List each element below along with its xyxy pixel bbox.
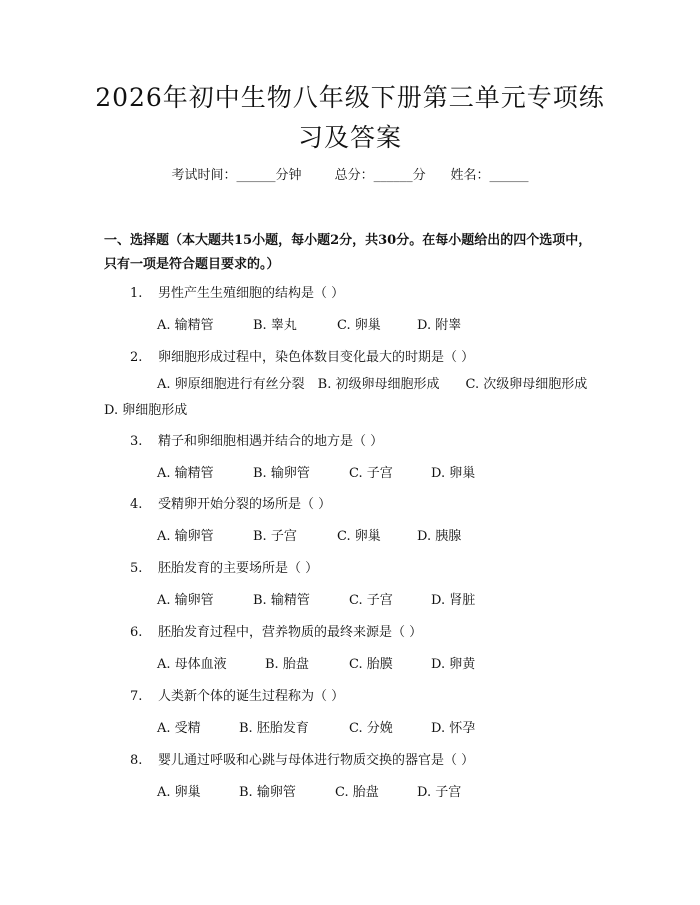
question-text: 精子和卵细胞相遇并结合的地方是（ ） [158, 434, 384, 449]
option-c: C. 卵巢 [337, 529, 381, 544]
option-a: A. 卵巢 [157, 785, 201, 800]
total-score-field: 总分：______分 [334, 168, 426, 183]
exam-info-line [0, 165, 700, 187]
question-text: 受精卵开始分裂的场所是（ ） [158, 497, 332, 512]
option-a: A. 输卵管 [157, 529, 214, 544]
option-d: D. 肾脏 [431, 593, 476, 608]
option-c: C. 胎盘 [335, 785, 379, 800]
section-heading-multiple-choice: 一、选择题（本大题共15小题，每小题2分，共30分。在每小题给出的四个选项中，只有一项是符合题目要求的。） [104, 233, 592, 272]
option-d: D. 卵巢 [431, 466, 476, 481]
question-options [157, 717, 475, 736]
option-d: D. 卵黄 [431, 657, 476, 672]
question-number: 4. [130, 497, 143, 512]
option-b: B. 输卵管 [239, 785, 296, 800]
question-stem [130, 557, 318, 576]
question-options [157, 314, 461, 333]
question-2-options: A. 卵原细胞进行有丝分裂 B. 初级卵母细胞形成 C. 次级卵母细胞形成 D. 卵细胞形成 [104, 377, 614, 418]
page-title [0, 78, 700, 158]
question-stem [130, 685, 344, 704]
option-a: A. 输卵管 [157, 593, 214, 608]
question-stem [130, 346, 474, 365]
option-d: D. 子宫 [417, 785, 462, 800]
question-number: 2. [130, 350, 143, 365]
exam-time-field: 考试时间：______分钟 [171, 168, 302, 183]
option-d: D. 怀孕 [431, 721, 476, 736]
question-text: 卵细胞形成过程中，染色体数目变化最大的时期是（ ） [158, 350, 475, 365]
question-stem [130, 430, 383, 449]
option-a: A. 输精管 [157, 318, 214, 333]
option-b: B. 子宫 [253, 529, 297, 544]
question-text: 胚胎发育过程中，营养物质的最终来源是（ ） [158, 625, 423, 640]
question-number: 5. [130, 561, 143, 576]
question-number: 6. [130, 625, 143, 640]
title-line-1: 2026年初中生物八年级下册第三单元专项练 [95, 83, 605, 112]
question-text: 婴儿通过呼吸和心跳与母体进行物质交换的器官是（ ） [158, 753, 475, 768]
question-text: 男性产生生殖细胞的结构是（ ） [158, 286, 345, 301]
option-b: B. 输卵管 [253, 466, 310, 481]
option-c: C. 卵巢 [337, 318, 381, 333]
question-number: 7. [130, 689, 143, 704]
option-c: C. 子宫 [349, 593, 393, 608]
title-line-2: 习及答案 [297, 123, 402, 152]
option-a: A. 母体血液 [157, 657, 227, 672]
question-number: 1. [130, 286, 143, 301]
option-c: C. 子宫 [349, 466, 393, 481]
question-stem [130, 621, 422, 640]
question-number: 8. [130, 753, 143, 768]
student-name-field: 姓名：______ [450, 168, 529, 183]
question-text: 人类新个体的诞生过程称为（ ） [158, 689, 345, 704]
option-b: B. 胎盘 [265, 657, 309, 672]
option-a: A. 受精 [157, 721, 201, 736]
question-options [157, 589, 475, 608]
option-c: C. 分娩 [349, 721, 393, 736]
option-b: B. 胚胎发育 [239, 721, 309, 736]
option-b: B. 睾丸 [253, 318, 297, 333]
question-stem [130, 493, 331, 512]
question-stem [130, 282, 344, 301]
question-options [157, 525, 461, 544]
question-options [157, 462, 475, 481]
option-c: C. 胎膜 [349, 657, 393, 672]
question-stem [130, 749, 474, 768]
option-d: D. 附睾 [417, 318, 462, 333]
question-options [157, 781, 461, 800]
option-a: A. 输精管 [157, 466, 214, 481]
question-number: 3. [130, 434, 143, 449]
option-b: B. 输精管 [253, 593, 310, 608]
question-options [157, 653, 475, 672]
question-text: 胚胎发育的主要场所是（ ） [158, 561, 319, 576]
option-d: D. 胰腺 [417, 529, 462, 544]
